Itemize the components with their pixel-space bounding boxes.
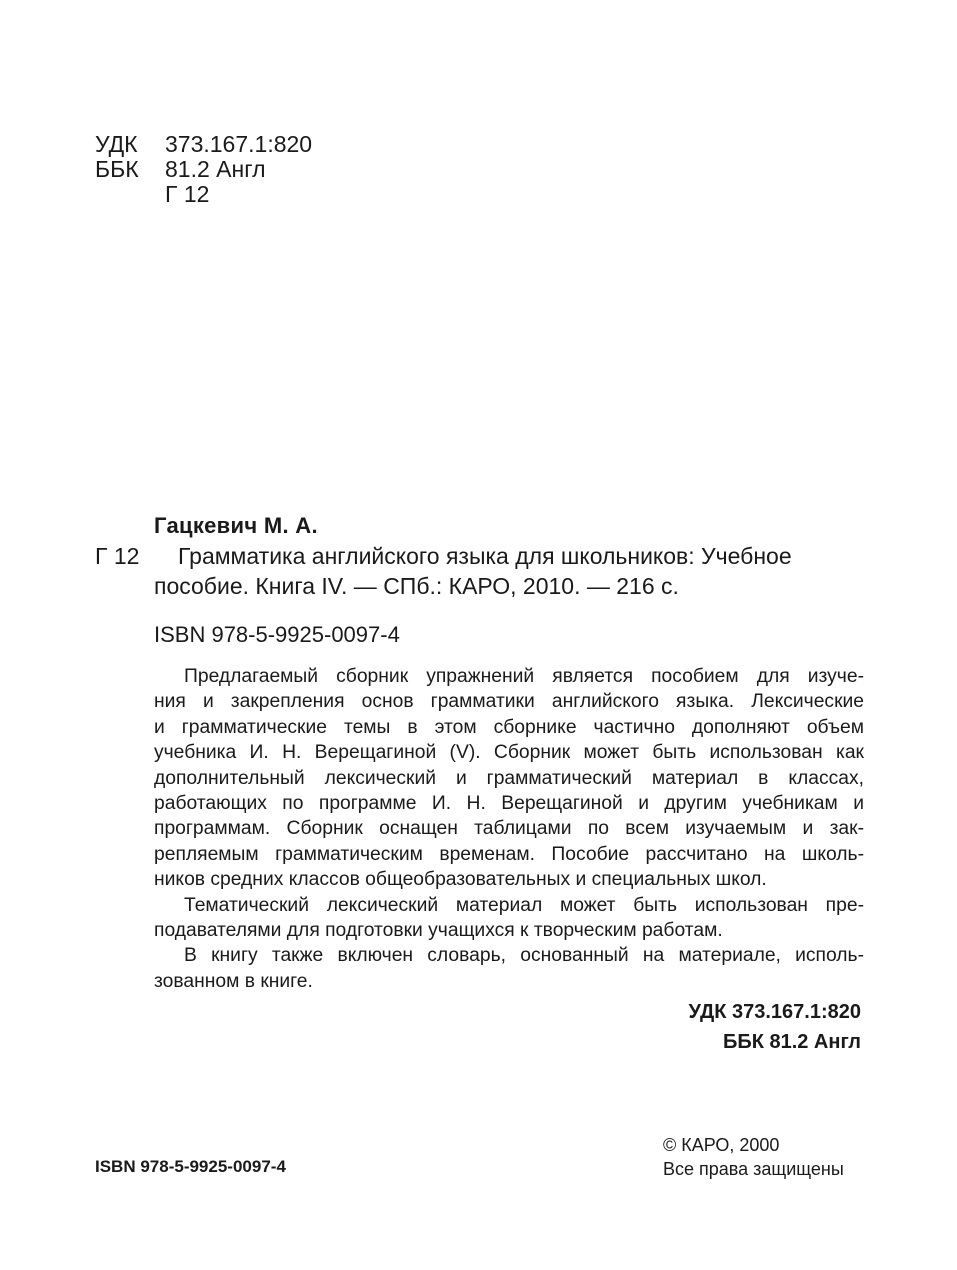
abstract-line: репляемым грамматическим временам. Пособие рассчитано на школь- — [154, 843, 864, 865]
codes-right — [689, 997, 861, 1057]
entry-isbn: ISBN 978-5-9925-0097-4 — [154, 622, 400, 647]
abstract-line: Предлагаемый сборник упражнений является пособием для изуче- — [184, 666, 864, 687]
author-mark: Г 12 — [165, 181, 210, 207]
abstract-line: зованном в книге. — [154, 970, 313, 992]
udk-code-bold: УДК 373.167.1:820 — [688, 1001, 861, 1023]
author-name: Гацкевич М. А. — [154, 513, 318, 538]
abstract-line: ников средних классов общеобразовательных и специальных школ. — [154, 869, 767, 891]
footer-isbn: ISBN 978-5-9925-0097-4 — [95, 1157, 286, 1176]
abstract-line: подавателями для подготовки учащихся к творческим работам. — [154, 920, 723, 942]
abstract-line: и грамматические темы в этом сборнике частично дополняют объем — [154, 716, 864, 738]
abstract-line: работающих по программе И. Н. Верещагиной и другим учебникам и — [154, 793, 864, 815]
abstract-line: ния и закрепления основ грамматики английского языка. Лексические — [154, 691, 864, 713]
bbk-label: ББК — [95, 156, 139, 182]
bbk-value: 81.2 Англ — [165, 156, 266, 182]
title-line-2: пособие. Книга IV. — СПб.: КАРО, 2010. — 216 с. — [154, 573, 679, 599]
abstract-paragraph-2 — [154, 893, 864, 944]
rights-reserved: Все права защищены — [663, 1159, 844, 1179]
udk-value: 373.167.1:820 — [165, 131, 313, 157]
abstract-line: В книгу также включен словарь, основанный на материале, исполь- — [184, 945, 864, 967]
entry-code: Г 12 — [95, 543, 140, 569]
abstract-paragraph-3 — [154, 943, 864, 994]
abstract-line: Тематический лексический материал может быть использован пре- — [184, 894, 864, 916]
title-line-1: Грамматика английского языка для школьников: Учебное — [178, 543, 792, 569]
udk-label: УДК — [95, 131, 138, 157]
bbk-code-bold: ББК 81.2 Англ — [722, 1031, 861, 1053]
abstract-paragraph-1 — [154, 664, 864, 893]
abstract-line: учебника И. Н. Верещагиной (V). Сборник может быть использован как — [154, 742, 864, 764]
abstract-line: программам. Сборник оснащен таблицами по всем изучаемым и зак- — [154, 818, 864, 840]
abstract-line: дополнительный лексический и грамматический материал в классах, — [154, 767, 864, 789]
abstract — [154, 664, 864, 994]
copyright: © КАРО, 2000 — [663, 1135, 780, 1155]
